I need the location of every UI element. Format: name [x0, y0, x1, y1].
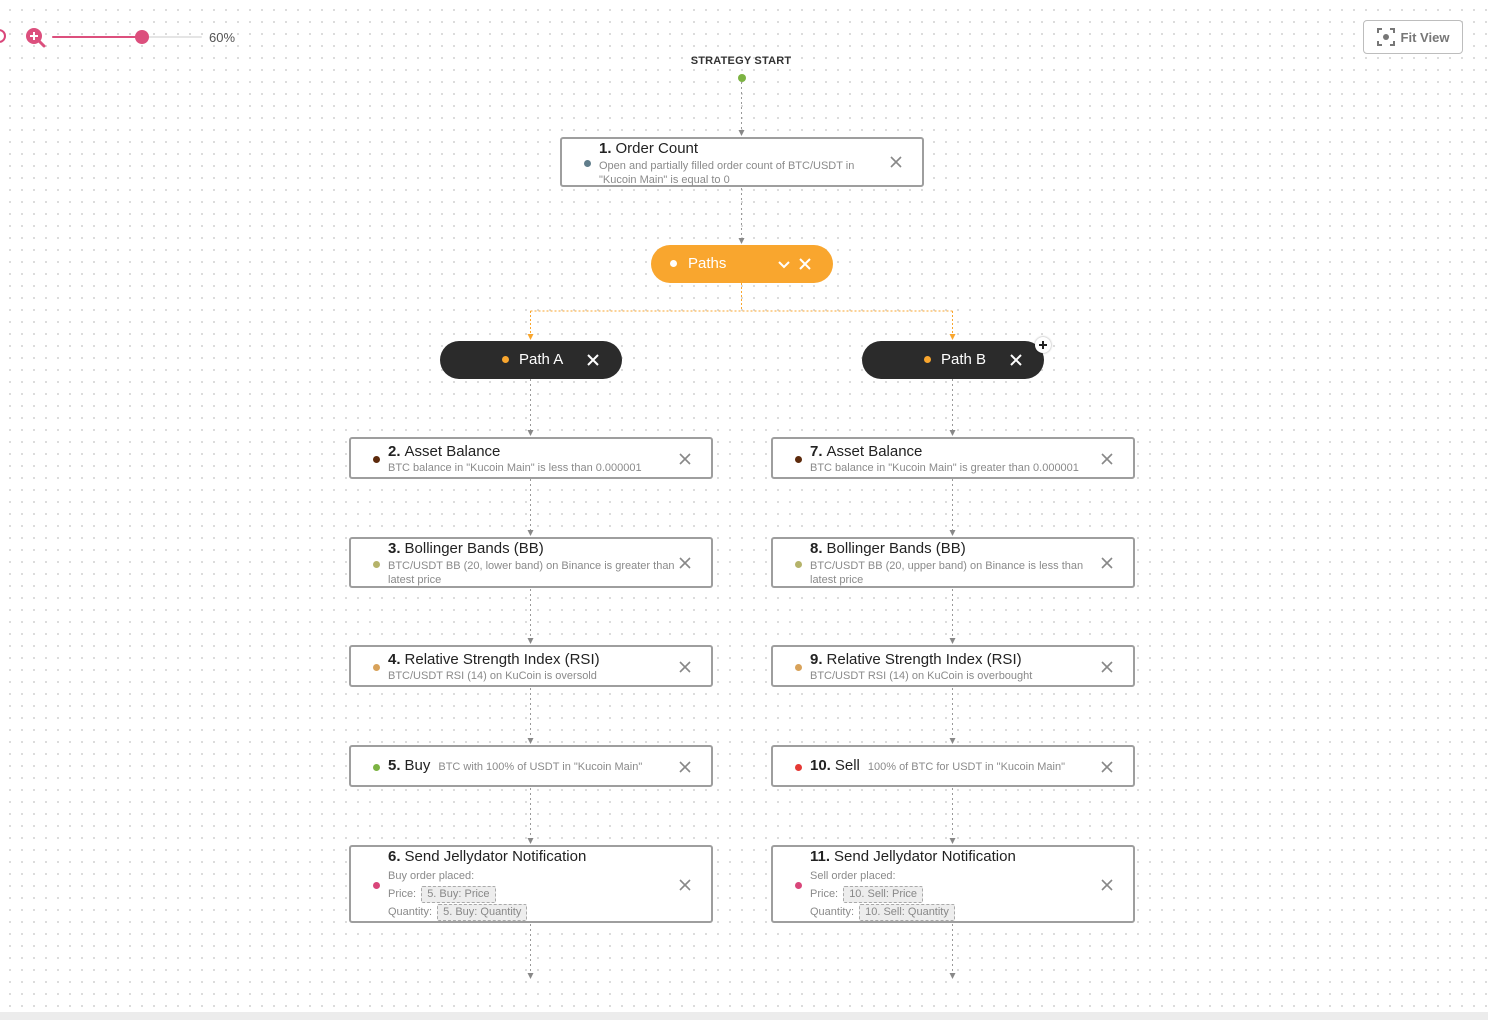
node-title: Bollinger Bands (BB) [404, 540, 544, 557]
node-number: 3. [388, 540, 401, 557]
node-title: Asset Balance [404, 443, 501, 460]
node-sell[interactable] [771, 745, 1135, 787]
variable-tag[interactable]: 5. Buy: Price [421, 886, 495, 903]
node-status-dot [373, 561, 380, 568]
node-bollinger-bands[interactable] [349, 537, 713, 588]
node-description: Buy order placed: Price: 5. Buy: Price Quantity: 5. Buy: Quantity [388, 867, 527, 921]
node-title: Send Jellydator Notification [834, 848, 1016, 865]
node-status-dot [373, 456, 380, 463]
close-icon[interactable] [677, 451, 693, 467]
node-description: BTC/USDT BB (20, lower band) on Binance is greater than latest price [388, 560, 675, 586]
close-icon[interactable] [1099, 451, 1115, 467]
fit-view-icon [1377, 28, 1395, 46]
path-b-node[interactable] [862, 341, 1044, 379]
node-number: 4. [388, 651, 401, 668]
node-description: BTC with 100% of USDT in "Kucoin Main" [438, 761, 643, 773]
node-title: Buy [404, 757, 431, 774]
node-description: BTC/USDT RSI (14) on KuCoin is oversold [388, 670, 597, 682]
strategy-start-handle[interactable] [738, 74, 746, 82]
node-asset-balance[interactable] [771, 437, 1135, 479]
path-a-node[interactable] [440, 341, 622, 379]
zoom-control [0, 22, 260, 52]
node-status-dot [373, 664, 380, 671]
fit-view-button[interactable] [1363, 20, 1463, 54]
node-description: BTC/USDT RSI (14) on KuCoin is overbought [810, 670, 1033, 682]
path-b-label: Path B [941, 351, 987, 368]
node-title: Asset Balance [826, 443, 923, 460]
variable-tag[interactable]: 5. Buy: Quantity [437, 904, 527, 921]
variable-tag[interactable]: 10. Sell: Price [843, 886, 923, 903]
add-path-button[interactable] [1035, 337, 1051, 353]
node-number: 9. [810, 651, 823, 668]
close-icon[interactable] [1099, 877, 1115, 893]
close-icon[interactable] [1099, 759, 1115, 775]
close-icon[interactable] [677, 877, 693, 893]
node-number: 11. [810, 848, 831, 865]
zoom-slider[interactable] [52, 36, 202, 38]
paths-node[interactable] [651, 245, 833, 283]
collapse-handle[interactable] [0, 29, 6, 43]
node-title: Relative Strength Index (RSI) [826, 651, 1022, 668]
close-icon[interactable] [797, 256, 813, 272]
path-a-label: Path A [519, 351, 564, 368]
node-title: Sell [834, 757, 860, 774]
close-icon[interactable] [1008, 352, 1024, 368]
node-status-dot [795, 561, 802, 568]
node-description: Open and partially filled order count of BTC/USDT in "Kucoin Main" is equal to 0 [599, 160, 855, 186]
node-order-count[interactable] [560, 137, 924, 187]
node-description: Sell order placed: Price: 10. Sell: Price Quantity: 10. Sell: Quantity [810, 867, 955, 921]
node-description: 100% of BTC for USDT in "Kucoin Main" [867, 761, 1066, 773]
path-b-status-dot [924, 356, 931, 363]
node-asset-balance[interactable] [349, 437, 713, 479]
fit-view-label: Fit View [1400, 29, 1450, 45]
node-status-dot [373, 764, 380, 771]
node-number: 5. [388, 757, 401, 774]
node-description: BTC balance in "Kucoin Main" is less than 0.000001 [388, 462, 642, 474]
zoom-level-label: 60% [209, 30, 236, 45]
node-send-notification[interactable] [349, 845, 713, 923]
node-title: Bollinger Bands (BB) [826, 540, 966, 557]
node-title: Relative Strength Index (RSI) [404, 651, 600, 668]
strategy-start-label: STRATEGY START [690, 55, 792, 67]
node-rsi[interactable] [771, 645, 1135, 687]
close-icon[interactable] [677, 659, 693, 675]
node-number: 6. [388, 848, 401, 865]
node-status-dot [584, 160, 591, 167]
plus-icon [1038, 340, 1048, 350]
zoom-in-icon[interactable] [24, 26, 46, 48]
node-title: Order Count [615, 140, 699, 157]
node-status-dot [373, 882, 380, 889]
node-status-dot [795, 882, 802, 889]
node-number: 10. [810, 757, 831, 774]
node-status-dot [795, 664, 802, 671]
node-rsi[interactable] [349, 645, 713, 687]
close-icon[interactable] [1099, 555, 1115, 571]
variable-tag[interactable]: 10. Sell: Quantity [859, 904, 955, 921]
node-number: 1. [599, 140, 612, 157]
zoom-slider-thumb[interactable] [135, 30, 149, 44]
node-status-dot [795, 456, 802, 463]
node-number: 2. [388, 443, 401, 460]
node-status-dot [795, 764, 802, 771]
close-icon[interactable] [677, 759, 693, 775]
paths-label: Paths [688, 255, 727, 272]
node-description: BTC balance in "Kucoin Main" is greater than 0.000001 [810, 462, 1079, 474]
zoom-slider-fill [52, 36, 142, 38]
node-buy[interactable] [349, 745, 713, 787]
close-icon[interactable] [677, 555, 693, 571]
close-icon[interactable] [888, 154, 904, 170]
path-a-status-dot [502, 356, 509, 363]
close-icon[interactable] [585, 352, 601, 368]
node-send-notification[interactable] [771, 845, 1135, 923]
horizontal-scrollbar[interactable] [0, 1012, 1488, 1020]
close-icon[interactable] [1099, 659, 1115, 675]
node-description: BTC/USDT BB (20, upper band) on Binance is less than latest price [810, 560, 1084, 586]
chevron-down-icon[interactable] [776, 256, 792, 272]
node-number: 7. [810, 443, 823, 460]
node-title: Send Jellydator Notification [404, 848, 587, 865]
node-number: 8. [810, 540, 823, 557]
paths-status-dot [670, 260, 677, 267]
node-bollinger-bands[interactable] [771, 537, 1135, 588]
